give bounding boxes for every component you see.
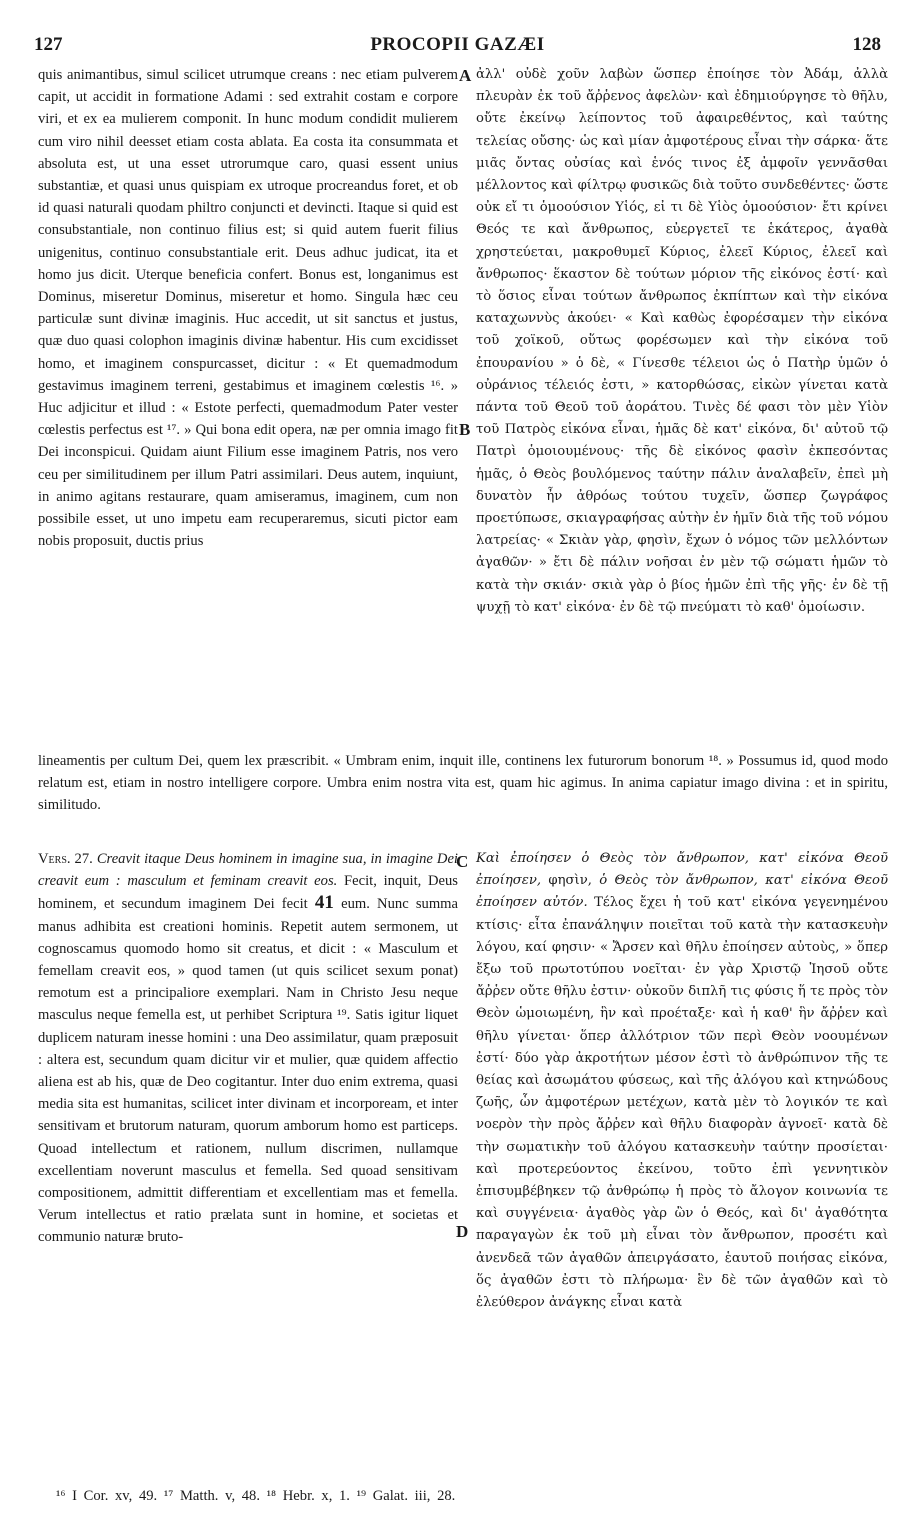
running-header bbox=[34, 34, 881, 60]
verse-quotation-greek-2: ὁ Θεὸς τὸν ἄνθρωπον, κατ' εἰκόνα Θεοῦ ἐποίησεν αὐτόν. bbox=[476, 873, 888, 911]
page-number-left: 127 bbox=[34, 34, 63, 55]
latin-text-a: Fecit, inquit, Deus hominem, et secundum imaginem Dei fecit bbox=[38, 873, 458, 913]
verse-quotation-latin: Creavit itaque Deus hominem in imagine sua, in imagine Dei creavit eum : masculum et feminam creavit eos. bbox=[38, 851, 458, 890]
greek-column-bottom bbox=[476, 848, 888, 1314]
latin-text-b: eum. Nunc summa manus adhibita est creationi hominis. Repetit autem sermonem, ut cognoscamus quomodo homo sit creatus, et dicit : « Masculum et femellam creavit eos, » quod tamen (ut quis scilicet sexum ponat) remotum est a principaliore exemplari. Nam in Christo Jesu neque masculus neque femella est, ut perhibet Scriptura ¹⁹. Satis igitur liquet duplicem naturam inesse homini : una Deo assimilatur, quam præposuit : altera est, secundum quam dicitur vir et mulier, quæ quidem affectio aliena est ab his, quæ de Deo cogitantur. Inter duo enim extrema, quasi media sita est humanitas, scilicet inter divinam et incorpoream, et inter sensitivam et brutorum naturam, quorum amborum homo est particeps. Quoad intellectum et rationem, nullum discrimen, nullamque excellentiam noverunt masculus et femella. Sed quoad sensitivam compositionem, admittit differentiam et excellentiam mas et femella. Verum intellectus et ratio prælata sunt in homine, et societas et communio naturæ bruto- bbox=[38, 896, 459, 1246]
latin-column-top: quis animantibus, simul scilicet utrumque creans : nec etiam pulverem capit, ut accidit in formatione Adami : sed extrahit costam e corpore viri, et ex ea mulierem componit. In hunc modum condidit mulierem cum viro nihil deesset etiam costa ablata. Ea costa ita consummata et absoluta est, ut una esset utrorumque caro, quasi essent unius substantiæ, et quasi unus quispiam ex utroque procreandus foret, et ob id quasi naturali quodam philtro conjuncti et devincti. Itaque si quid est consubstantiale, non continuo filius est; si quid autem fuerit filius unigenitus, continuo consubstantiale erit. Deus adhuc judicat, ita et homo jus dicit. Uterque beneficia confert. Bonus est, longanimus est Dominus, miseretur Dominus, miseretur et homo. Singula hæc ceu particulæ sunt divinæ imaginis. Huc accedit, ut sit sanctus et justus, quæ duo quasi colophon imaginis divinæ habentur. His cum excidisset homo, et imaginem conspurcasset, dicitur : « Et quemadmodum gestavimus imaginem terreni, gestabimus et imaginem cœlestis ¹⁶. » Huc adjicitur et illud : « Estote perfecti, quemadmodum Pater vester cœlestis perfectus est ¹⁷. » Qui bona edit opera, næ per omnia imago fit Dei inconspicui. Quidam aiunt Filium esse imaginem Patris, nos vero ceu per similitudinem per illum Patri assimilari. Deus autem, inquiunt, in animo agitans restaurare, quam amiseramus, imaginem, cum non possibile esset, ut uno impetu eam recuperaremus, sicuti pictor eam nobis proposuit, ductis prius bbox=[38, 67, 458, 550]
greek-text: Τέλος ἔχει ἡ τοῦ κατ' εἰκόνα γεγενημένου κτίσις· εἶτα ἐπανάληψιν ποιεῖται τοῦ κατὰ τὴν κατασκευὴν λόγου, καί φησιν· « Ἄρσεν καὶ θῆλυ ἐποίησεν αὐτοὺς, » ὅπερ ἔξω τοῦ πρωτοτύπου νοεῖται· ἐν γὰρ Χριστῷ Ἰησοῦ οὔτε ἄῤῥεν οὔτε θῆλυ ἐστιν· οὐκοῦν διπλῆ τις φύσις ἥ τε πρὸς τὸν Θεὸν ὡμοιωμένη, ἣν καὶ προέταξε· καὶ ἡ καθ' ἣν ἄῤῥεν καὶ θῆλυ γίνεται· ὅπερ ἀλλότριον τῶν περὶ Θεὸν νοουμένων ἐστί· δύο γὰρ ἀκροτήτων μέσον ἐστὶ τὸ ἀνθρώπινον τῆς τε θείας καὶ ἀσωμάτου φύσεως, καὶ τῆς ἀλόγου καὶ κτηνώδους ζωῆς, ὧν ἀμφοτέρων μετέχων, κατὰ μὲν τὸ λογικόν τε καὶ νοερὸν τὴν πρὸς ἄῤῥεν καὶ θῆλυ διαφορὰν ἀγνοεῖ· κατὰ δὲ τὴν σωματικὴν τοῦ ἀλόγου κατασκευὴν ταύτην προσίεται· καὶ προτερεύοντος ἐκείνου, τοῦτο ἐπὶ γεννητικὸν ἐπισυμβέβηκεν τῷ ἀνθρώπῳ ἡ πρὸς τὸ ἄλογον κοινωνία τε καὶ συγγένεια· ἀγαθὸς γὰρ ὢν ὁ Θεός, καὶ δι' ἀγαθότητα παραγαγὼν ἐκ τοῦ μὴ εἶναι τὸν ἄνθρωπον, προσέτι καὶ ἀνενδεᾶ τῶν ἀγαθῶν ἀπειργάσατο, ἑαυτοῦ ποιήσας εἰκόνα, ὅς ἀγαθῶν ἐστι τὸ πλήρωμα· ἓν δὲ τῶν ἀγαθῶν καὶ τὸ ἐλεύθερον ἀνάγκης εἶναι κατὰ bbox=[476, 895, 888, 1311]
column-number: 41 bbox=[314, 892, 334, 914]
running-title: PROCOPII GAZÆI bbox=[370, 34, 545, 55]
latin-column-bottom bbox=[38, 848, 458, 1249]
verse-quotation-greek: Καὶ ἐποίησεν ὁ Θεὸς τὸν ἄνθρωπον, κατ' εἰκόνα Θεοῦ ἐποίησεν, bbox=[476, 851, 888, 889]
section-marker-a: A bbox=[459, 66, 472, 85]
section-marker-b: B bbox=[459, 420, 471, 439]
section-marker-d: D bbox=[456, 1222, 469, 1241]
footnotes: ¹⁶ I Cor. xv, 49. ¹⁷ Matth. v, 48. ¹⁸ Hebr. x, 1. ¹⁹ Galat. iii, 28. bbox=[56, 1488, 456, 1504]
page-number-right: 128 bbox=[852, 34, 881, 55]
greek-column-top: ἀλλ' οὐδὲ χοῦν λαβὼν ὥσπερ ἐποίησε τὸν Ἀδάμ, ἀλλὰ πλευρὰν ἐκ τοῦ ἄῤῥενος ἀφελὼν· καὶ ἐδημιούργησε τὸ θῆλυ, οὔτε ἐκείνῳ λείποντος τοῦ ἀφαιρεθέντος, καὶ ταύτης τελείας οὔσης· ὡς καὶ μίαν ἀμφοτέρους εἶναι τὴν σάρκα· ἅτε μιᾶς ὄντας οὐσίας καὶ ἑνός τινος ἐξ ἀμφοῖν γεννᾶσθαι μέλλοντος καὶ φίλτρῳ φυσικῶς διὰ τοῦτο συνδεθέντες· ὥστε οὐκ εἴ τι ὁμοούσιον Υἱός, εἰ τι δὲ Υἱὸς ὁμοούσιον· ἔτι κρίνει Θεός τε καὶ ἄνθρωπος, εὐεργετεῖ τε ἑκάτερος, ἀγαθὰ χρηστεύεται, μακροθυμεῖ Κύριος, ἐλεεῖ Κύριος, ἐλεεῖ καὶ ἄνθρωπος· ἕκαστον δὲ τούτων μόριον τῆς εἰκόνος ἐστί· καὶ τὸ ὅσιος εἶναι τούτων ἄνθρωπος ἐκπίπτων καὶ τὴν εἰκόνα καταχωννὺς ἀκούει· « Καὶ καθὼς ἐφορέσαμεν τὴν εἰκόνα τοῦ χοϊκοῦ, οὕτως φορέσωμεν καὶ τὴν εἰκόνα τοῦ ἐπουρανίου » ὁ δὲ, « Γίνεσθε τέλειοι ὡς ὁ Πατὴρ ὑμῶν ὁ οὐράνιος τέλειός ἐστι, » κατορθώσας, εἰκὼν γίνεται κατὰ πάντα τοῦ Θεοῦ τοῦ ἀοράτου. Τινὲς δέ φασι τὸν μὲν Υἱὸν τοῦ Πατρὸς εἰκόνα εἶναι, ἡμᾶς δὲ κατ' εἰκόνα, δι' αὐτοῦ τῷ Πατρὶ ὁμοιουμένους· τῆς δὲ εἰκόνος φασὶν ἐκπεσόντας ἡμᾶς, ὁ Θεὸς βουλόμενος ταύτην πάλιν ἀναλαβεῖν, ἐπεὶ μὴ δυνατὸν ἦν ἀθρόως τούτου τυχεῖν, ὥσπερ ζωγράφος προετύπωσε, σκιαγραφήσας αὐτὴν ἐν ἡμῖν διὰ τῆς τοῦ νόμου λατρείας· « Σκιὰν γὰρ, φησὶν, ἔχων ὁ νόμος τῶν μελλόντων ἀγαθῶν· » ἔτι δὲ πάλιν νοῆσαι ἐν μὲν τῷ σώματι ἡμῶν τὸ κατὰ τὴν σκιάν· σκιὰ γὰρ ὁ βίος ἡμῶν ἐπὶ τῆς γῆς· ἐν δὲ τῇ ψυχῇ τὸ κατ' εἰκόνα· ἐν δὲ τῷ πνεύματι τὸ καθ' ὁμοίωσιν. bbox=[476, 67, 888, 615]
verse-label: Vers. 27. bbox=[38, 851, 93, 867]
greek-phesin: φησὶν, bbox=[548, 873, 592, 889]
section-marker-c: C bbox=[456, 852, 469, 871]
latin-full-width-paragraph: lineamentis per cultum Dei, quem lex præscribit. « Umbram enim, inquit ille, continens lex futurorum bonorum ¹⁸. » Possumus id, quod modo relatum est, etiam in nostro intelligere corpore. Umbra enim nostra vita est, quam hic agimus. In anima capiatur imago divina : et in spiritu, similitudo. bbox=[38, 753, 888, 814]
